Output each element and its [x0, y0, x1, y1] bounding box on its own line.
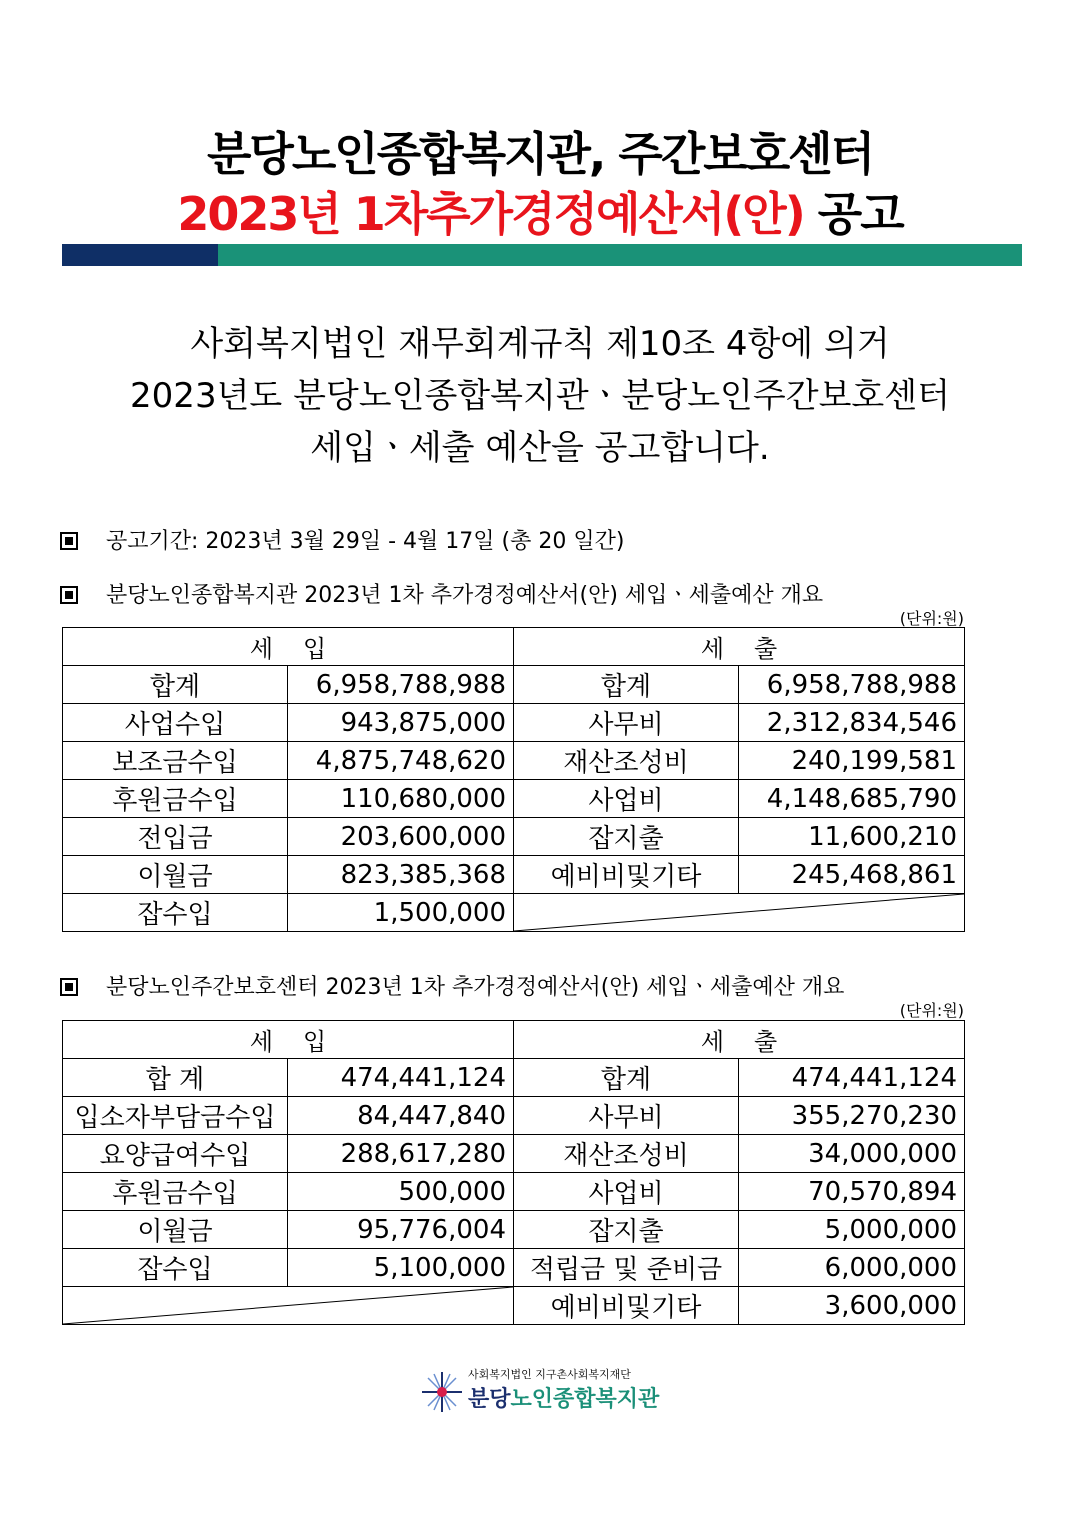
expense-label: 예비비및기타: [514, 1287, 739, 1325]
expense-value: 474,441,124: [739, 1059, 965, 1097]
income-label: 전입금: [63, 818, 288, 856]
income-label: 합 계: [63, 1059, 288, 1097]
expense-value: 245,468,861: [739, 856, 965, 894]
income-label: 이월금: [63, 856, 288, 894]
section1-budget-table: [62, 627, 965, 932]
expense-label: 잡지출: [514, 818, 739, 856]
table-row: [63, 780, 965, 818]
table-row: [63, 1059, 965, 1097]
title-bar-green: [218, 244, 1022, 266]
income-label: 합계: [63, 666, 288, 704]
table-row: [63, 818, 965, 856]
income-label: 후원금수입: [63, 1173, 288, 1211]
table-row: [63, 704, 965, 742]
income-value: 95,776,004: [288, 1211, 514, 1249]
expense-value: 4,148,685,790: [739, 780, 965, 818]
income-value: 288,617,280: [288, 1135, 514, 1173]
expense-header: 세출: [514, 628, 965, 666]
expense-label: 사무비: [514, 1097, 739, 1135]
table-row: [63, 742, 965, 780]
intro-line-3: 세입ㆍ세출 예산을 공고합니다.: [310, 428, 770, 468]
organization-logo: [420, 1366, 680, 1418]
section2-heading-text: 분당노인주간보호센터 2023년 1차 추가경정예산서(안) 세입ㆍ세출예산 개요: [106, 975, 845, 1000]
title-bar-navy: [62, 244, 218, 266]
intro-text: [0, 318, 1080, 474]
section2-budget-table: [62, 1020, 965, 1325]
section1-heading-text: 분당노인종합복지관 2023년 1차 추가경정예산서(안) 세입ㆍ세출예산 개요: [106, 583, 824, 608]
income-value: 6,958,788,988: [288, 666, 514, 704]
square-bullet-icon: [60, 586, 78, 604]
income-header: 세입: [63, 628, 514, 666]
expense-label: 합계: [514, 1059, 739, 1097]
expense-value: 5,000,000: [739, 1211, 965, 1249]
table-header-row: [63, 628, 965, 666]
expense-label: 사업비: [514, 1173, 739, 1211]
income-value: 110,680,000: [288, 780, 514, 818]
notice-period: [60, 524, 624, 555]
section2-unit: (단위:원): [899, 1001, 964, 1020]
income-value: 1,500,000: [288, 894, 514, 932]
income-label: 후원금수입: [63, 780, 288, 818]
table-row: [63, 1249, 965, 1287]
table-row: [63, 1211, 965, 1249]
table-row: [63, 666, 965, 704]
table-row: [63, 1135, 965, 1173]
expense-label: 재산조성비: [514, 1135, 739, 1173]
expense-value: 11,600,210: [739, 818, 965, 856]
table-row: [63, 1097, 965, 1135]
expense-label: 예비비및기타: [514, 856, 739, 894]
expense-label: 합계: [514, 666, 739, 704]
logo-name: [468, 1382, 659, 1413]
logo-subtitle: 사회복지법인 지구촌사회복지재단: [468, 1368, 631, 1381]
square-bullet-icon: [60, 532, 78, 550]
section2-heading: [60, 970, 844, 1001]
expense-header: 세출: [514, 1021, 965, 1059]
empty-diagonal-cell: [63, 1287, 514, 1325]
income-value: 500,000: [288, 1173, 514, 1211]
income-value: 203,600,000: [288, 818, 514, 856]
income-value: 943,875,000: [288, 704, 514, 742]
empty-diagonal-cell: [514, 894, 965, 932]
expense-value: 6,000,000: [739, 1249, 965, 1287]
section1-unit: (단위:원): [899, 609, 964, 628]
income-value: 5,100,000: [288, 1249, 514, 1287]
income-label: 잡수입: [63, 894, 288, 932]
expense-value: 355,270,230: [739, 1097, 965, 1135]
table-row: [63, 1287, 965, 1325]
expense-value: 6,958,788,988: [739, 666, 965, 704]
page-subtitle: [0, 178, 1080, 244]
intro-line-2: 2023년도 분당노인종합복지관ㆍ분당노인주간보호센터: [130, 376, 950, 416]
income-label: 요양급여수입: [63, 1135, 288, 1173]
sunburst-logo-icon: [420, 1370, 464, 1414]
income-label: 입소자부담금수입: [63, 1097, 288, 1135]
diagonal-line: [63, 1287, 513, 1324]
logo-name-part2: 노인종합복지관: [510, 1387, 660, 1412]
expense-value: 2,312,834,546: [739, 704, 965, 742]
intro-line-1: 사회복지법인 재무회계규칙 제10조 4항에 의거: [190, 324, 890, 364]
subtitle-red: 2023년 1차추가경정예산서(안): [177, 187, 804, 241]
income-label: 잡수입: [63, 1249, 288, 1287]
table-row: [63, 1173, 965, 1211]
expense-value: 34,000,000: [739, 1135, 965, 1173]
expense-label: 재산조성비: [514, 742, 739, 780]
diagonal-line: [514, 894, 964, 931]
expense-value: 3,600,000: [739, 1287, 965, 1325]
section1-heading: [60, 578, 823, 609]
income-value: 474,441,124: [288, 1059, 514, 1097]
notice-period-text: 공고기간: 2023년 3월 29일 - 4월 17일 (총 20 일간): [106, 529, 625, 554]
table-row: [63, 894, 965, 932]
expense-label: 잡지출: [514, 1211, 739, 1249]
subtitle-black: 공고: [817, 187, 903, 241]
income-label: 보조금수입: [63, 742, 288, 780]
expense-label: 사무비: [514, 704, 739, 742]
income-header: 세입: [63, 1021, 514, 1059]
income-label: 이월금: [63, 1211, 288, 1249]
income-value: 4,875,748,620: [288, 742, 514, 780]
square-bullet-icon: [60, 978, 78, 996]
income-value: 823,385,368: [288, 856, 514, 894]
expense-value: 70,570,894: [739, 1173, 965, 1211]
page-title: 분당노인종합복지관, 주간보호센터: [206, 127, 874, 181]
logo-name-part1: 분당: [468, 1387, 511, 1412]
table-row: [63, 856, 965, 894]
table-header-row: [63, 1021, 965, 1059]
expense-label: 사업비: [514, 780, 739, 818]
expense-label: 적립금 및 준비금: [514, 1249, 739, 1287]
expense-value: 240,199,581: [739, 742, 965, 780]
income-label: 사업수입: [63, 704, 288, 742]
income-value: 84,447,840: [288, 1097, 514, 1135]
